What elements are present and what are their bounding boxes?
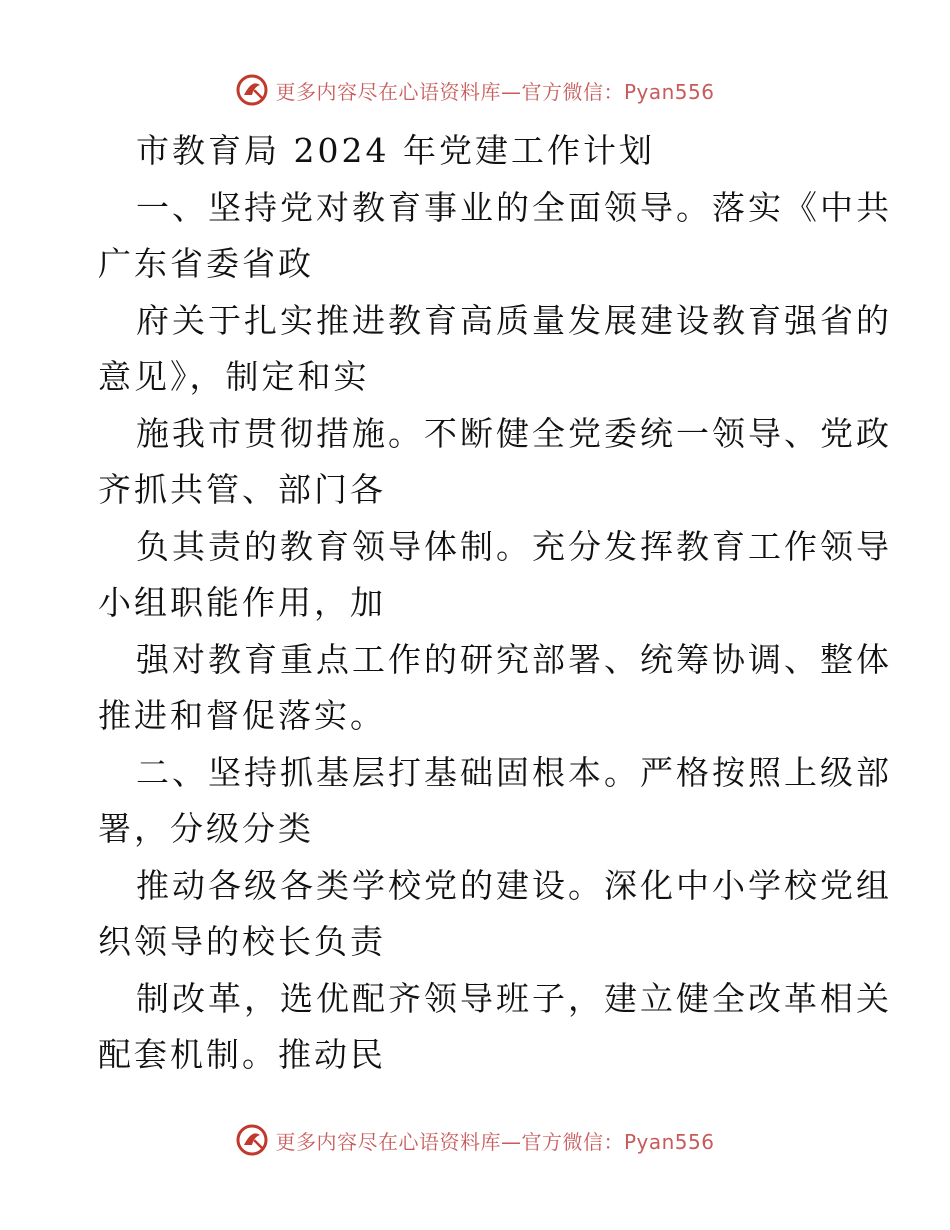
paragraph-line: 二、坚持抓基层打基础固根本。严格按照上级部: [136, 752, 892, 792]
header-banner-text: 更多内容尽在心语资料库—官方微信：Pyan556: [275, 79, 715, 104]
document-body: [98, 123, 892, 1084]
paragraph-line: 配套机制。推动民: [98, 1035, 386, 1074]
paragraph-line: 一、坚持党对教育事业的全面领导。落实《中共: [136, 187, 892, 227]
footer-banner: [0, 1120, 950, 1160]
paragraph-line: 推动各级各类学校党的建设。深化中小学校党组: [136, 865, 892, 905]
paragraph-line: 意见》，制定和实: [98, 357, 370, 396]
seal-logo-icon: [235, 73, 269, 107]
paragraph-line: 署，分级分类: [98, 809, 314, 848]
paragraph-line: 齐抓共管、部门各: [98, 470, 386, 509]
paragraph-line: 织领导的校长负责: [98, 922, 386, 961]
paragraph-line: 负其责的教育领导体制。充分发挥教育工作领导: [136, 526, 892, 566]
seal-logo-icon: [235, 1123, 269, 1157]
paragraph-line: 强对教育重点工作的研究部署、统筹协调、整体: [136, 639, 892, 679]
document-title: 市教育局 2024 年党建工作计划: [136, 131, 655, 170]
paragraph-line: 小组职能作用，加: [98, 583, 386, 622]
paragraph-line: 制改革，选优配齐领导班子，建立健全改革相关: [136, 978, 892, 1018]
header-banner: [0, 70, 950, 110]
paragraph-line: 府关于扎实推进教育高质量发展建设教育强省的: [136, 300, 892, 340]
footer-banner-text: 更多内容尽在心语资料库—官方微信：Pyan556: [275, 1129, 715, 1154]
paragraph-line: 施我市贯彻措施。不断健全党委统一领导、党政: [136, 413, 892, 453]
paragraph-line: 广东省委省政: [98, 244, 314, 283]
paragraph-line: 推进和督促落实。: [98, 696, 386, 735]
